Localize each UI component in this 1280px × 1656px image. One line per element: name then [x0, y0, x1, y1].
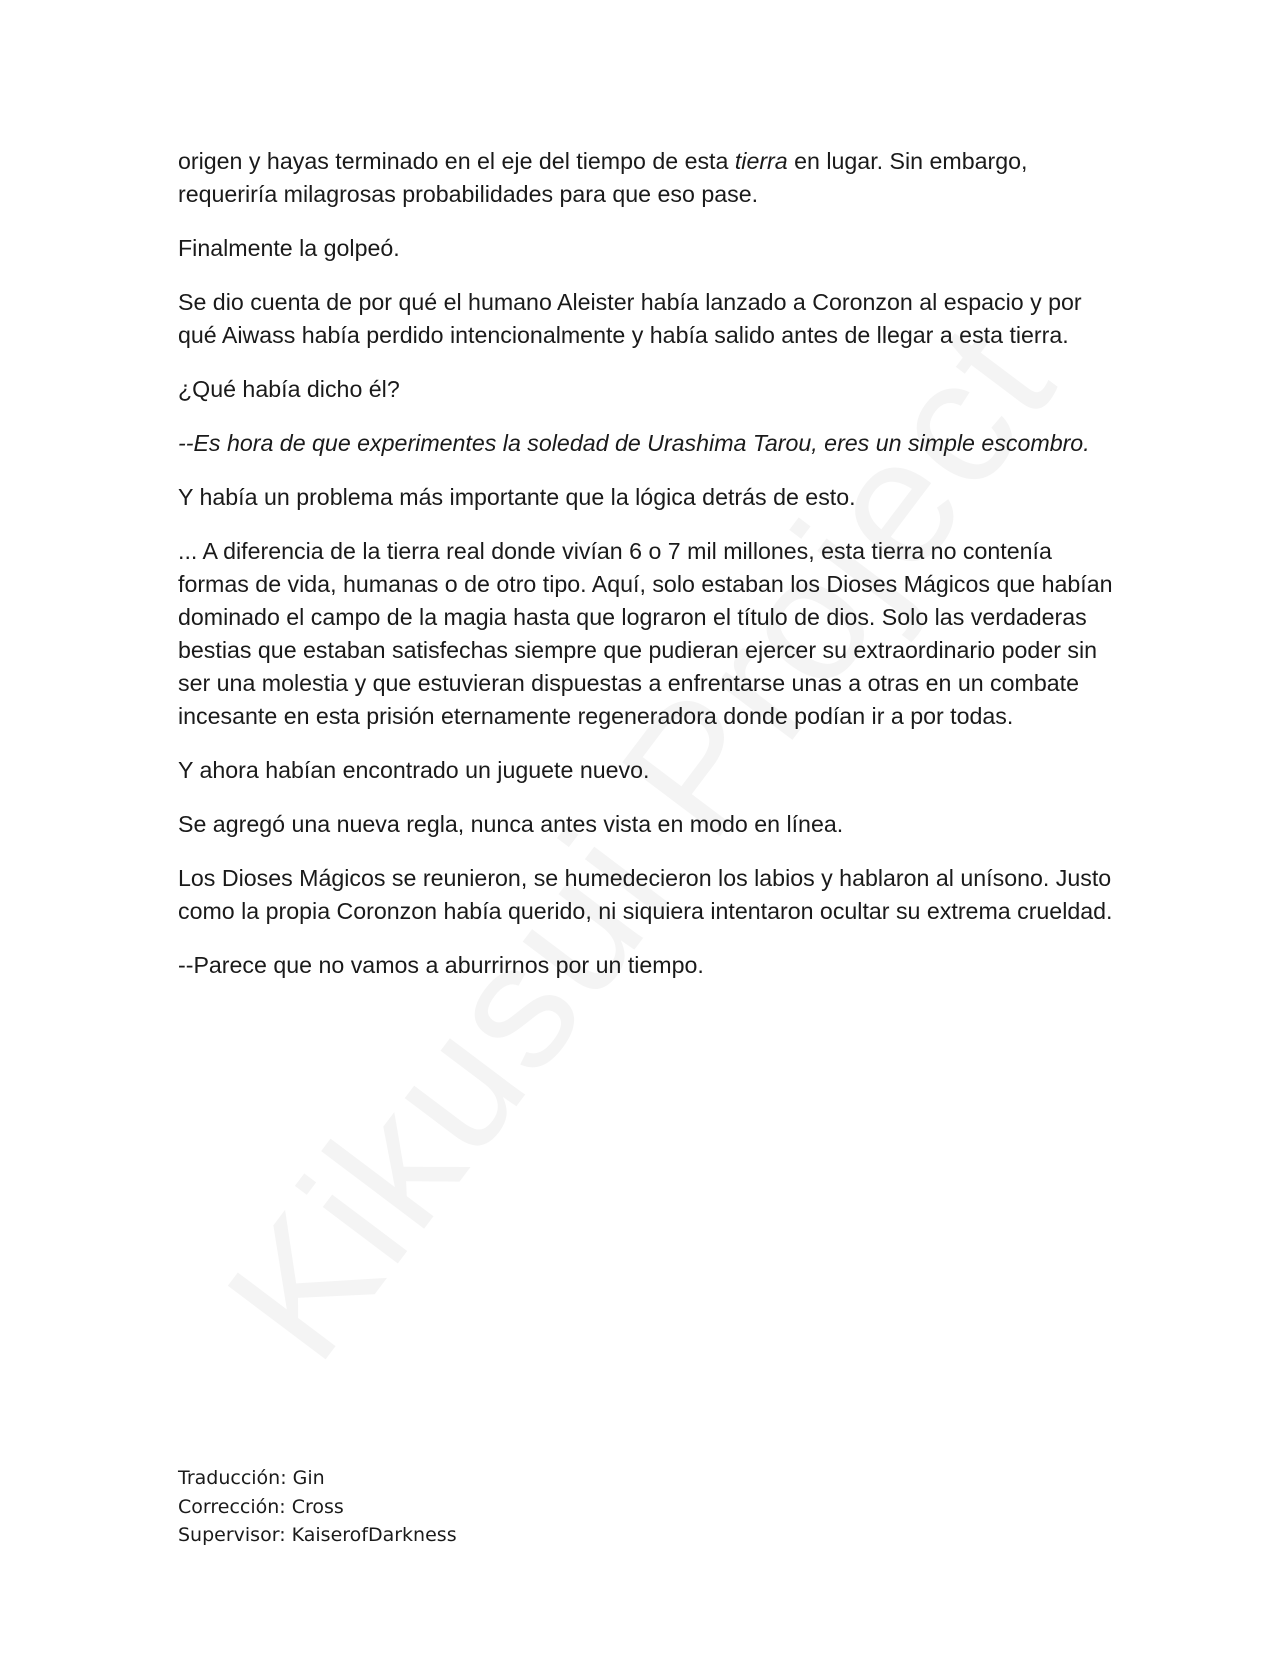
paragraph: --Parece que no vamos a aburrirnos por un tiempo.	[178, 952, 704, 978]
credits	[178, 1464, 457, 1550]
paragraph: ¿Qué había dicho él?	[178, 376, 400, 402]
credit-correction: Corrección: Cross	[178, 1495, 344, 1518]
paragraph: Finalmente la golpeó.	[178, 235, 400, 261]
body-text	[178, 145, 1118, 1003]
paragraph	[178, 145, 1118, 211]
paragraph-text: origen y hayas terminado en el eje del tiempo de esta	[178, 148, 735, 174]
paragraph-text: en lugar. Sin embargo, requeriría milagrosas probabilidades para que eso pase.	[178, 148, 1028, 207]
paragraph: Se agregó una nueva regla, nunca antes vista en modo en línea.	[178, 811, 844, 837]
credit-supervisor: Supervisor: KaiserofDarkness	[178, 1524, 457, 1546]
paragraph: Los Dioses Mágicos se reunieron, se humedecieron los labios y hablaron al unísono. Justo como la propia Coronzon había querido, ni siquiera intentaron ocultar su extrema crueldad.	[178, 865, 1113, 924]
credit-translation: Traducción: Gin	[178, 1467, 325, 1489]
paragraph: ... A diferencia de la tierra real donde vivían 6 o 7 mil millones, esta tierra no contenía formas de vida, humanas o de otro tipo. Aquí, solo estaban los Dioses Mágicos que habían dominado el campo de la magia hasta que lograron el título de dios. Solo las verdaderas bestias que estaban satisfechas siempre que pudieran ejercer su extraordinario poder sin ser una molestia y que estuvieran dispuestas a enfrentarse unas a otras en un combate incesante en esta prisión eternamente regeneradora donde podían ir a por todas.	[178, 538, 1113, 729]
emphasis-text: tierra	[734, 148, 788, 174]
paragraph: Y ahora habían encontrado un juguete nuevo.	[178, 757, 650, 783]
paragraph: Se dio cuenta de por qué el humano Aleister había lanzado a Coronzon al espacio y por qué Aiwass había perdido intencionalmente y había salido antes de llegar a esta tierra.	[178, 289, 1082, 348]
italic-quote: --Es hora de que experimentes la soledad de Urashima Tarou, eres un simple escombro.	[178, 430, 1090, 456]
paragraph: Y había un problema más importante que la lógica detrás de esto.	[178, 484, 856, 510]
